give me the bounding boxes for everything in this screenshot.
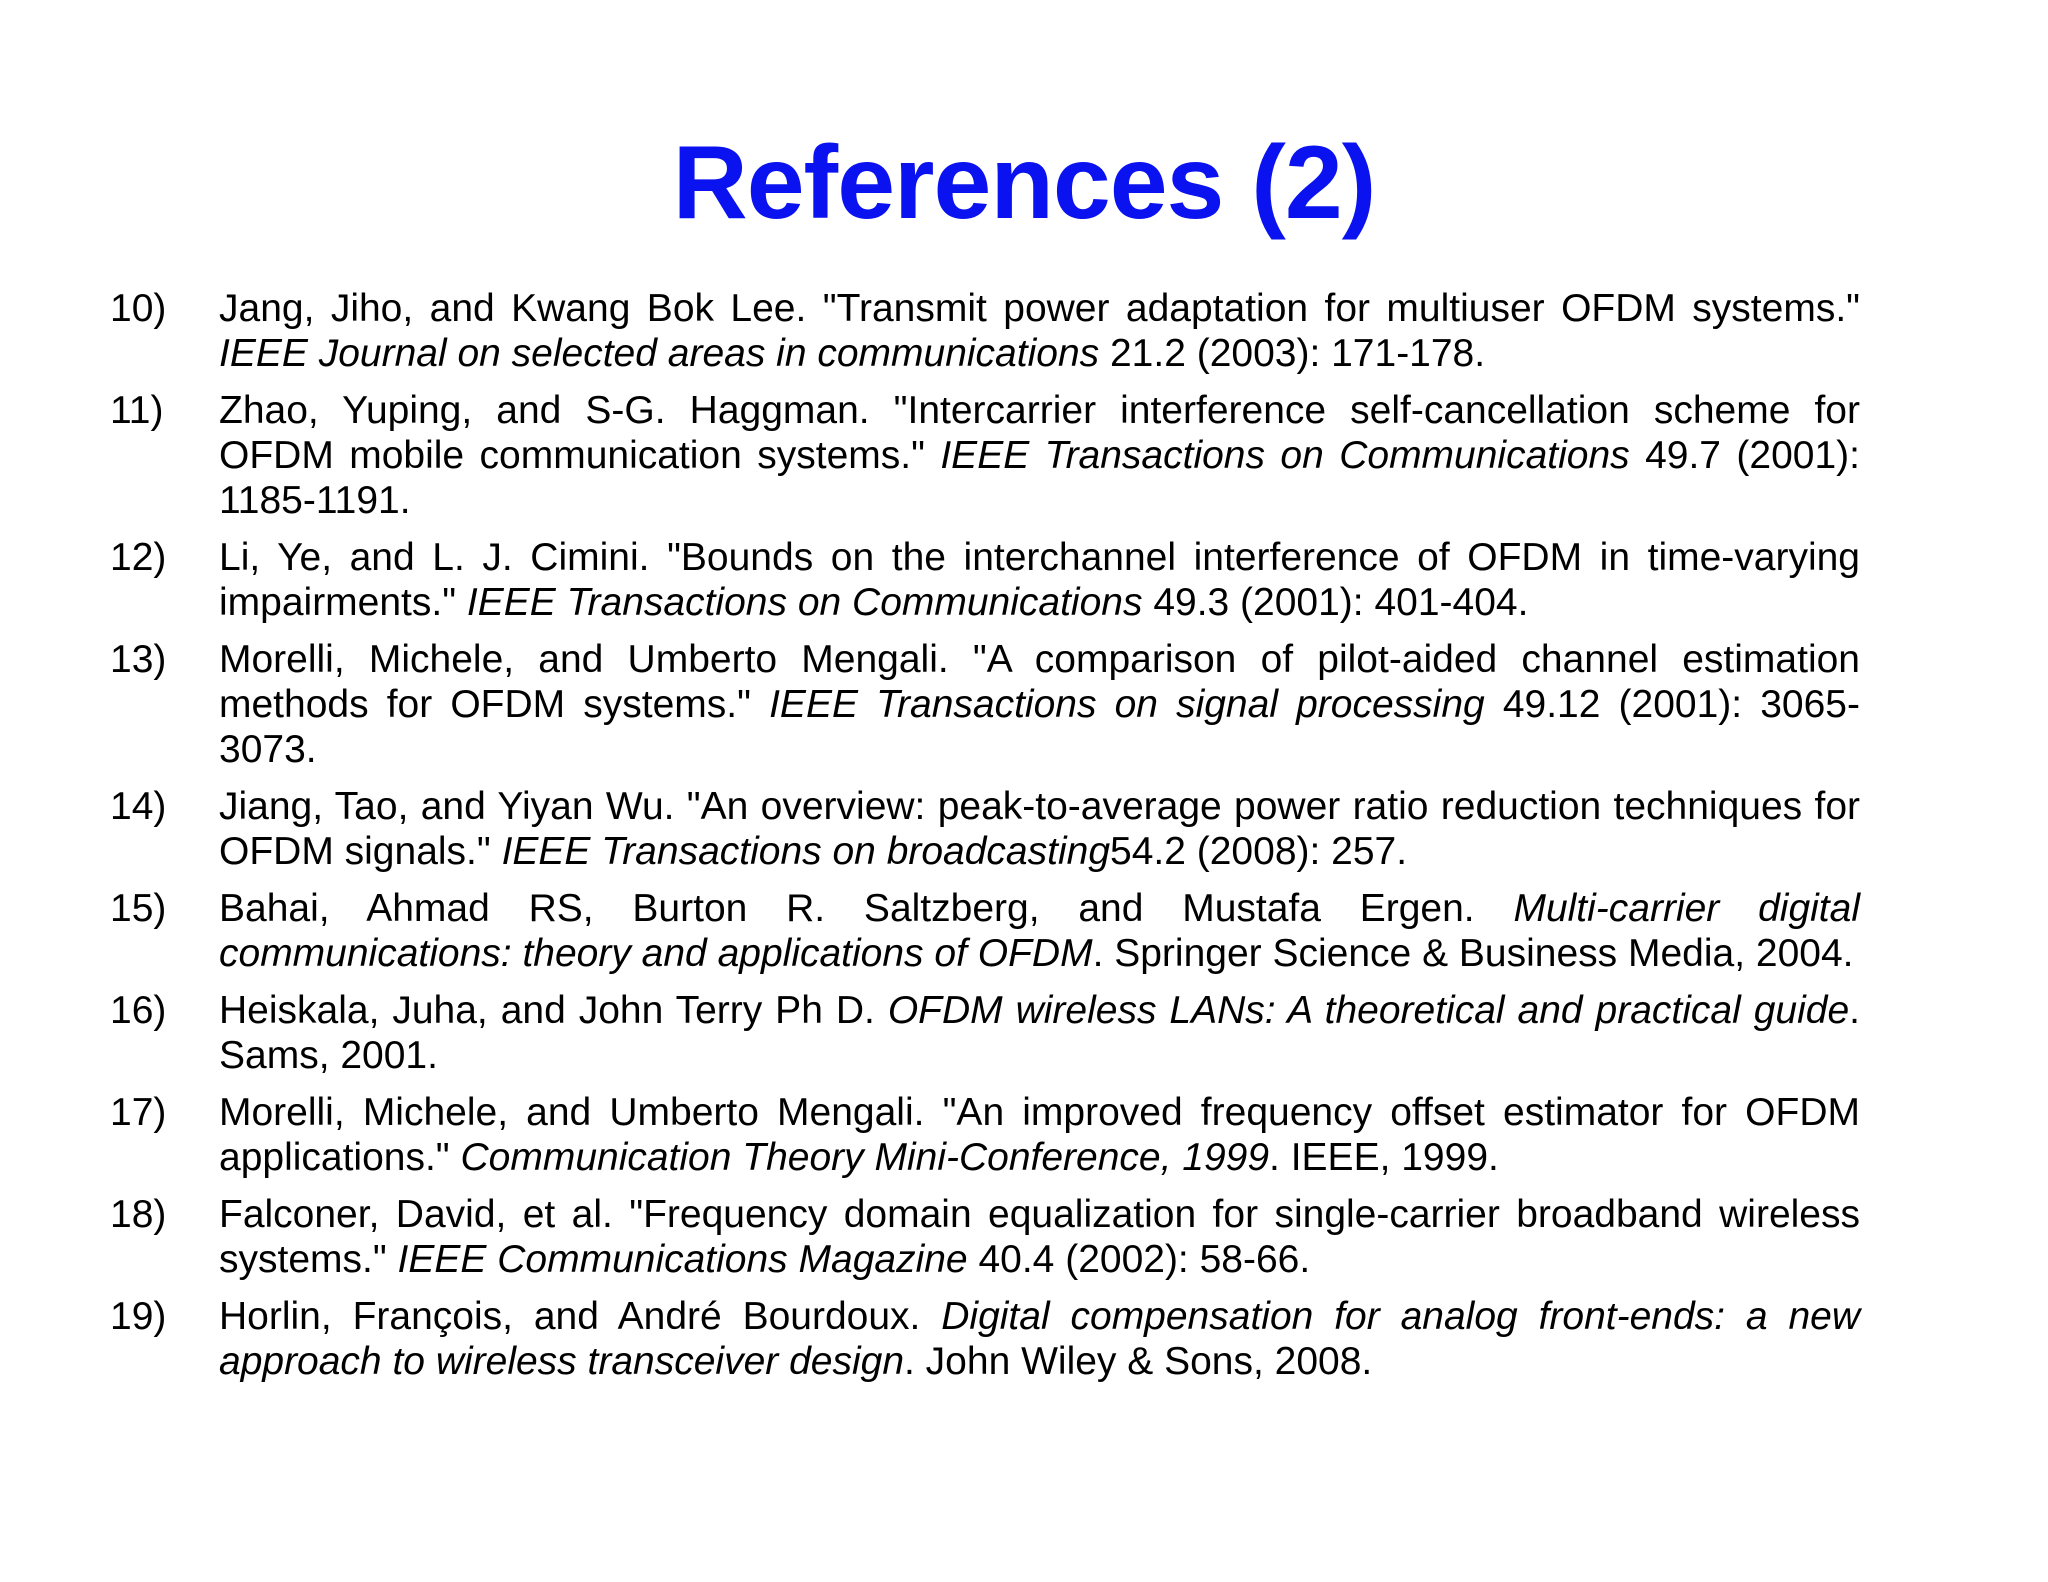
reference-text [219,287,1860,375]
reference-source: OFDM wireless LANs: A theoretical and practical guide [887,989,1850,1032]
reference-authors-title: Morelli, Michele, and Umberto Mengali. "A comparison of pilot-aided channel estimation methods for OFDM systems." [219,638,1860,726]
reference-authors-title: Morelli, Michele, and Umberto Mengali. "An improved frequency offset estimator for OFDM applications." [219,1091,1860,1179]
reference-authors-title: Jang, Jiho, and Kwang Bok Lee. "Transmit power adaptation for multiuser OFDM systems." [219,287,1860,330]
reference-number: 12) [110,536,167,579]
reference-authors-title: Heiskala, Juha, and John Terry Ph D. [219,989,888,1032]
reference-number: 11) [110,389,164,432]
reference-authors-title: Bahai, Ahmad RS, Burton R. Saltzberg, and Mustafa Ergen. [219,887,1514,930]
reference-item-11 [110,388,1860,523]
reference-text [219,1091,1860,1179]
reference-details: 54.2 (2008): 257. [1110,830,1408,873]
reference-number: 15) [110,887,167,930]
reference-text [219,389,1860,522]
reference-number: 10) [110,287,167,330]
reference-number: 13) [110,638,167,681]
reference-source: IEEE Transactions on Communications [466,581,1143,624]
reference-source: Digital compensation for analog front-ends: a new approach to wireless transceiver design [219,1295,1861,1383]
reference-item-18 [110,1192,1860,1282]
reference-text [219,536,1860,624]
reference-item-15 [110,886,1860,976]
reference-number: 17) [110,1091,167,1134]
reference-source: IEEE Journal on selected areas in communications [219,332,1100,375]
reference-details: . John Wiley & Sons, 2008. [904,1340,1373,1383]
reference-source: IEEE Communications Magazine [397,1238,968,1281]
reference-number: 16) [110,989,167,1032]
reference-item-12 [110,535,1860,625]
reference-number: 19) [110,1295,167,1338]
reference-authors-title: Li, Ye, and L. J. Cimini. "Bounds on the interchannel interference of OFDM in time-varying impairments." [219,536,1860,624]
reference-details: 49.12 (2001): 3065-3073. [219,683,1860,771]
reference-text [219,1295,1860,1383]
reference-number: 14) [110,785,167,828]
reference-source: Communication Theory Mini-Conference, 1999 [460,1136,1270,1179]
reference-text [219,1193,1860,1281]
reference-item-13 [110,637,1860,772]
reference-item-17 [110,1090,1860,1180]
reference-details: . Springer Science & Business Media, 2004. [1092,932,1854,975]
reference-authors-title: Falconer, David, et al. "Frequency domain equalization for single-carrier broadband wireless systems." [219,1193,1860,1281]
reference-text [219,638,1860,771]
reference-item-10 [110,286,1860,376]
reference-details: . IEEE, 1999. [1269,1136,1499,1179]
reference-item-14 [110,784,1860,874]
reference-details: . Sams, 2001. [219,989,1860,1077]
reference-authors-title: Jiang, Tao, and Yiyan Wu. "An overview: peak-to-average power ratio reduction techniques for OFDM signals." [219,785,1860,873]
slide-title: References (2) [672,125,1376,241]
reference-source: IEEE Transactions on signal processing [769,683,1485,726]
reference-details: 49.3 (2001): 401-404. [1142,581,1529,624]
reference-text [219,785,1860,873]
reference-text [219,887,1860,975]
reference-list [110,286,1860,1396]
reference-number: 18) [110,1193,167,1236]
reference-text [219,989,1860,1077]
reference-source: IEEE Transactions on Communications [940,434,1630,477]
reference-item-19 [110,1294,1860,1384]
reference-authors-title: Zhao, Yuping, and S-G. Haggman. "Intercarrier interference self-cancellation scheme for OFDM mobile communication systems." [219,389,1860,477]
reference-details: 21.2 (2003): 171-178. [1099,332,1486,375]
reference-details: 40.4 (2002): 58-66. [967,1238,1311,1281]
reference-source: IEEE Transactions on broadcasting [501,830,1111,873]
reference-source: Multi-carrier digital communications: theory and applications of OFDM [219,887,1860,975]
reference-authors-title: Horlin, François, and André Bourdoux. [219,1295,942,1338]
reference-item-16 [110,988,1860,1078]
reference-details: 49.7 (2001): 1185-1191. [219,434,1860,522]
